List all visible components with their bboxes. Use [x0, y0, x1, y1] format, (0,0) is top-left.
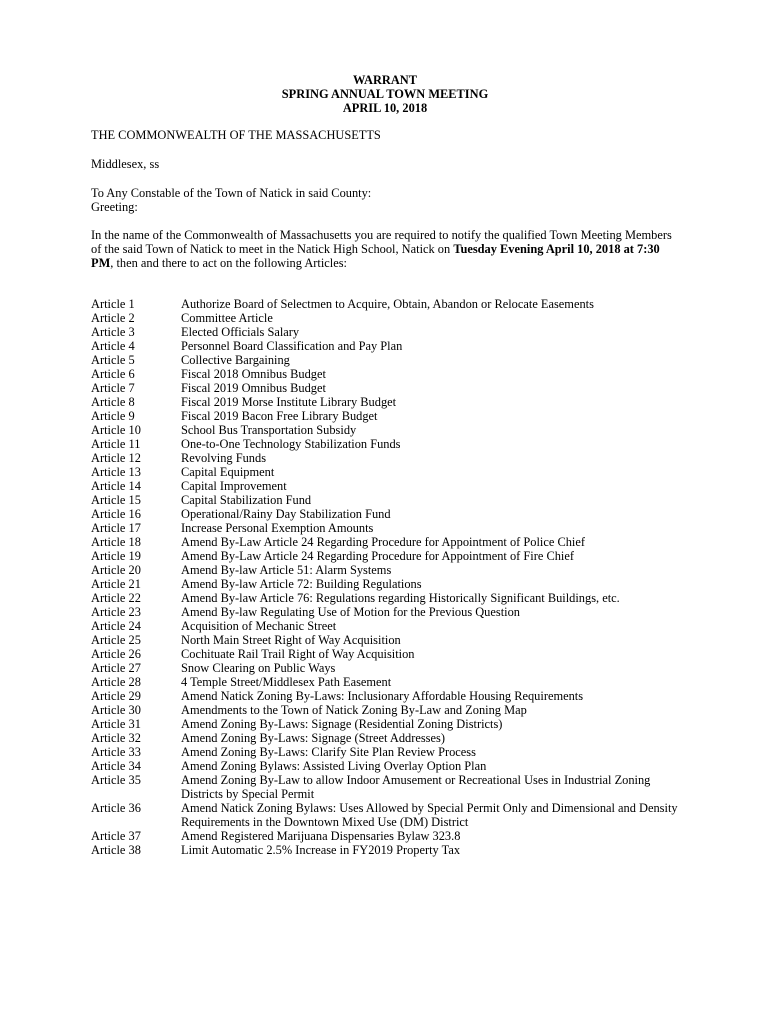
article-row — [91, 759, 691, 773]
article-title: Amend Zoning By-Laws: Signage (Residential Zoning Districts) — [181, 717, 503, 731]
article-row — [91, 409, 691, 423]
notice-tail: , then and there to act on the following Articles: — [110, 256, 348, 270]
article-row — [91, 591, 691, 605]
article-title: Amend By-Law Article 24 Regarding Procedure for Appointment of Fire Chief — [181, 549, 574, 563]
article-title: Collective Bargaining — [181, 353, 290, 367]
article-row — [91, 843, 691, 857]
article-row — [91, 535, 691, 549]
article-title: Amendments to the Town of Natick Zoning By-Law and Zoning Map — [181, 703, 527, 717]
article-title: One-to-One Technology Stabilization Funds — [181, 437, 401, 451]
article-row — [91, 675, 691, 689]
article-number: Article 34 — [91, 759, 141, 773]
article-title: Cochituate Rail Trail Right of Way Acquisition — [181, 647, 415, 661]
article-row — [91, 605, 691, 619]
article-number: Article 6 — [91, 367, 135, 381]
article-title: Revolving Funds — [181, 451, 267, 465]
article-number: Article 30 — [91, 703, 141, 717]
article-row — [91, 773, 691, 801]
address-line: To Any Constable of the Town of Natick in said County: — [91, 186, 372, 200]
article-title: Capital Improvement — [181, 479, 287, 493]
article-number: Article 28 — [91, 675, 141, 689]
article-row — [91, 423, 691, 437]
article-row — [91, 703, 691, 717]
article-number: Article 27 — [91, 661, 141, 675]
article-title: Amend By-Law Article 24 Regarding Procedure for Appointment of Police Chief — [181, 535, 585, 549]
article-title: Capital Stabilization Fund — [181, 493, 312, 507]
article-number: Article 32 — [91, 731, 141, 745]
meeting-name: SPRING ANNUAL TOWN MEETING — [281, 87, 489, 101]
article-title: Fiscal 2019 Bacon Free Library Budget — [181, 409, 378, 423]
article-title: Amend Zoning Bylaws: Assisted Living Overlay Option Plan — [181, 759, 487, 773]
article-number: Article 14 — [91, 479, 141, 493]
county-line: Middlesex, ss — [91, 157, 160, 171]
article-number: Article 20 — [91, 563, 141, 577]
article-row — [91, 339, 691, 353]
article-number: Article 15 — [91, 493, 141, 507]
article-number: Article 2 — [91, 311, 135, 325]
meeting-date: APRIL 10, 2018 — [342, 101, 428, 115]
article-title: Amend Registered Marijuana Dispensaries Bylaw 323.8 — [181, 829, 461, 843]
article-number: Article 29 — [91, 689, 141, 703]
article-row — [91, 745, 691, 759]
article-title: 4 Temple Street/Middlesex Path Easement — [181, 675, 392, 689]
article-number: Article 21 — [91, 577, 141, 591]
article-number: Article 37 — [91, 829, 141, 843]
commonwealth-line: THE COMMONWEALTH OF THE MASSACHUSETTS — [91, 128, 381, 142]
warrant-header — [0, 73, 770, 115]
article-number: Article 8 — [91, 395, 135, 409]
article-number: Article 4 — [91, 339, 135, 353]
article-row — [91, 311, 691, 325]
article-number: Article 35 — [91, 773, 141, 787]
article-row — [91, 325, 691, 339]
article-title: Committee Article — [181, 311, 273, 325]
article-row — [91, 297, 691, 311]
article-number: Article 13 — [91, 465, 141, 479]
article-title: Fiscal 2019 Morse Institute Library Budget — [181, 395, 397, 409]
article-title: Amend By-law Article 76: Regulations regarding Historically Significant Buildings, etc. — [181, 591, 620, 605]
article-title: Elected Officials Salary — [181, 325, 300, 339]
article-number: Article 3 — [91, 325, 135, 339]
article-number: Article 26 — [91, 647, 141, 661]
article-row — [91, 731, 691, 745]
article-number: Article 17 — [91, 521, 141, 535]
article-title: Acquisition of Mechanic Street — [181, 619, 337, 633]
article-title: Amend Zoning By-Laws: Clarify Site Plan Review Process — [181, 745, 476, 759]
article-title: Fiscal 2019 Omnibus Budget — [181, 381, 326, 395]
article-title: Amend Zoning By-Law to allow Indoor Amusement or Recreational Uses in Industrial Zoning Districts by Special Permit — [181, 773, 651, 801]
article-row — [91, 521, 691, 535]
article-row — [91, 633, 691, 647]
notice-lead: In the name of the Commonwealth of Massachusetts you are required to notify the qualified Town Meeting Members of the said Town of Natick to meet in the Natick High School, Natick on — [91, 228, 672, 256]
article-number: Article 11 — [91, 437, 141, 451]
warrant-title: WARRANT — [352, 73, 418, 87]
article-row — [91, 493, 691, 507]
article-number: Article 38 — [91, 843, 141, 857]
article-title: North Main Street Right of Way Acquisition — [181, 633, 401, 647]
article-row — [91, 465, 691, 479]
article-row — [91, 437, 691, 451]
article-number: Article 5 — [91, 353, 135, 367]
article-number: Article 1 — [91, 297, 135, 311]
article-number: Article 31 — [91, 717, 141, 731]
article-number: Article 19 — [91, 549, 141, 563]
article-number: Article 33 — [91, 745, 141, 759]
articles-list — [91, 297, 691, 857]
article-row — [91, 717, 691, 731]
article-number: Article 23 — [91, 605, 141, 619]
article-title: Authorize Board of Selectmen to Acquire, Obtain, Abandon or Relocate Easements — [181, 297, 594, 311]
article-number: Article 18 — [91, 535, 141, 549]
article-row — [91, 479, 691, 493]
article-title: Capital Equipment — [181, 465, 275, 479]
article-number: Article 12 — [91, 451, 141, 465]
article-row — [91, 381, 691, 395]
article-title: Amend By-law Article 72: Building Regulations — [181, 577, 422, 591]
article-number: Article 16 — [91, 507, 141, 521]
article-title: Amend Zoning By-Laws: Signage (Street Addresses) — [181, 731, 445, 745]
article-title: Amend Natick Zoning Bylaws: Uses Allowed by Special Permit Only and Dimensional and Density Requirements in the Downtown Mixed Use (DM) District — [181, 801, 678, 829]
article-row — [91, 661, 691, 675]
article-row — [91, 647, 691, 661]
article-row — [91, 549, 691, 563]
article-title: Amend By-law Regulating Use of Motion for the Previous Question — [181, 605, 520, 619]
article-title: School Bus Transportation Subsidy — [181, 423, 357, 437]
article-number: Article 22 — [91, 591, 141, 605]
article-row — [91, 367, 691, 381]
article-title: Snow Clearing on Public Ways — [181, 661, 336, 675]
article-row — [91, 353, 691, 367]
article-number: Article 7 — [91, 381, 135, 395]
article-number: Article 25 — [91, 633, 141, 647]
notice-paragraph — [91, 228, 681, 270]
article-row — [91, 577, 691, 591]
article-row — [91, 395, 691, 409]
article-title: Operational/Rainy Day Stabilization Fund — [181, 507, 391, 521]
article-row — [91, 689, 691, 703]
article-title: Amend By-law Article 51: Alarm Systems — [181, 563, 392, 577]
article-row — [91, 801, 691, 829]
article-number: Article 10 — [91, 423, 141, 437]
article-row — [91, 507, 691, 521]
article-row — [91, 451, 691, 465]
notice-emphasis: Tuesday Evening April 10, 2018 at 7:30 PM — [91, 242, 660, 270]
article-number: Article 24 — [91, 619, 141, 633]
article-title: Limit Automatic 2.5% Increase in FY2019 Property Tax — [181, 843, 461, 857]
article-row — [91, 563, 691, 577]
article-row — [91, 829, 691, 843]
article-number: Article 9 — [91, 409, 135, 423]
article-number: Article 36 — [91, 801, 141, 815]
article-row — [91, 619, 691, 633]
article-title: Increase Personal Exemption Amounts — [181, 521, 374, 535]
greeting-line: Greeting: — [91, 200, 138, 214]
article-title: Personnel Board Classification and Pay Plan — [181, 339, 403, 353]
article-title: Amend Natick Zoning By-Laws: Inclusionary Affordable Housing Requirements — [181, 689, 584, 703]
article-title: Fiscal 2018 Omnibus Budget — [181, 367, 326, 381]
